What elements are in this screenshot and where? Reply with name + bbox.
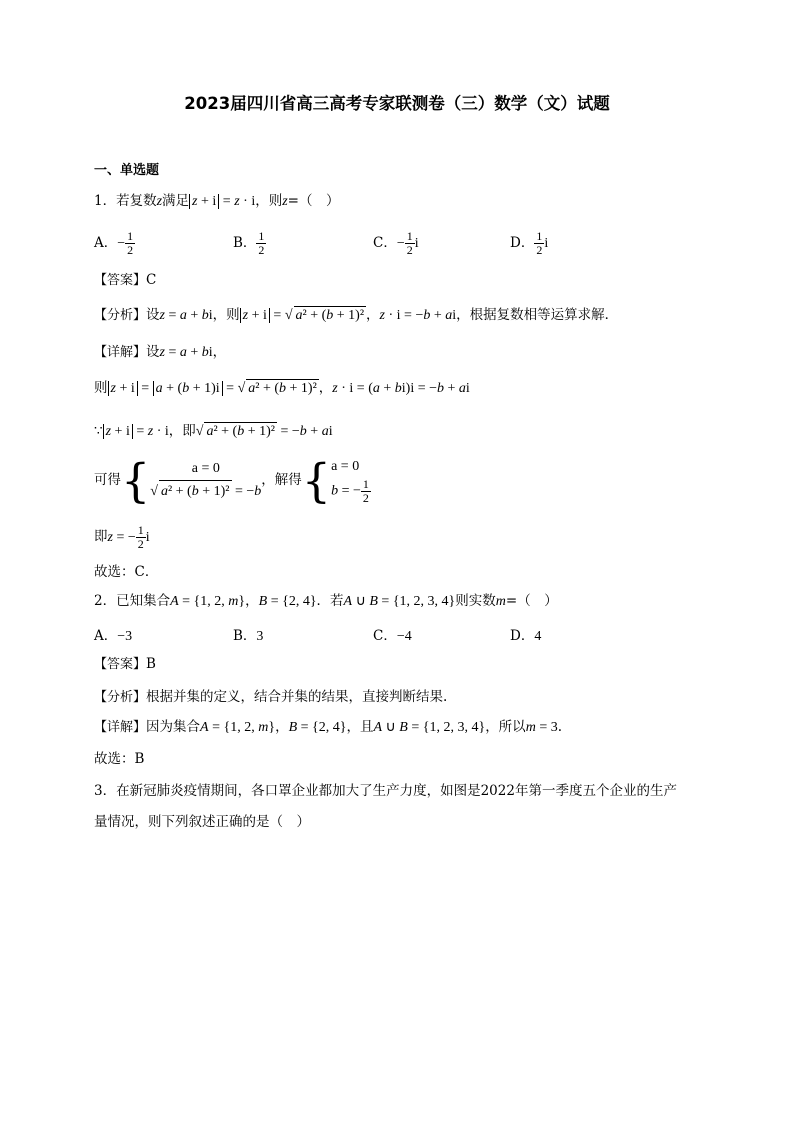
q3-stem-line2: 量情况，则下列叙述正确的是（ ） (94, 814, 310, 830)
q3-stem-line1: 3．在新冠肺炎疫情期间，各口罩企业都加大了生产力度，如图是2022年第一季度五个企业的生产 (94, 783, 677, 799)
q1-detail-line2: 则 z + i = a + (b + 1)i = √ a² + (b + 1)² ，z · i = (a + bi)i = −b + ai (94, 380, 470, 396)
q1-analysis: 【分析】设z = a + bi，则 z + i = √ a² + (b + 1)² ，z · i = −b + ai，根据复数相等运算求解． (94, 307, 619, 323)
q2-option-d: D．4 (510, 628, 542, 644)
q1-option-d: D． $\frac{1}{2}$ i (510, 229, 549, 257)
q2-answer: 【答案】B (94, 656, 156, 672)
q1-option-a: A．− $\frac{1}{2}$ (94, 229, 134, 257)
q1-detail-line4: 可得{ a = 0 √ a² + (b + 1)² = −b ，解得{ a = 0 b = − $\frac{1}{2}$ (94, 453, 369, 508)
q2-option-a: A．−3 (94, 628, 133, 644)
page-title: 2023届四川省高三高考专家联测卷（三）数学（文）试题 (184, 94, 610, 113)
section-heading: 一、单选题 (94, 163, 160, 178)
q2-conclusion: 故选：B (94, 751, 145, 767)
q2-analysis: 【分析】根据并集的定义，结合并集的结果，直接判断结果. (94, 689, 448, 705)
q2-detail: 【详解】因为集合A = {1, 2, m}，B = {2, 4}，且A ∪ B = {1, 2, 3, 4}，所以m = 3. (94, 719, 563, 735)
q2-stem: 2．已知集合A = {1, 2, m}，B = {2, 4}．若A ∪ B = {1, 2, 3, 4}则实数m=（ ） (94, 593, 558, 609)
q1-option-b: B． $\frac{1}{2}$ (233, 229, 265, 257)
q1-answer: 【答案】C (94, 272, 157, 288)
q2-option-b: B．3 (233, 628, 264, 644)
q1-option-c: C．− $\frac{1}{2}$ i (373, 229, 419, 257)
q1-detail-line3: ∵ z + i = z · i，即√ a² + (b + 1)² = −b + ai (94, 423, 333, 439)
q2-option-c: C．−4 (373, 628, 412, 644)
q1-stem: 1．若复数z满足 z + i = z · i，则z=（ ） (94, 193, 340, 209)
q1-detail: 【详解】设z = a + bi， (94, 344, 227, 360)
q1-stem-equation: z + i = z · i (189, 194, 255, 209)
q1-detail-line5: 即z = − $\frac{1}{2}$ i (94, 523, 150, 551)
q1-conclusion: 故选：C． (94, 564, 159, 580)
